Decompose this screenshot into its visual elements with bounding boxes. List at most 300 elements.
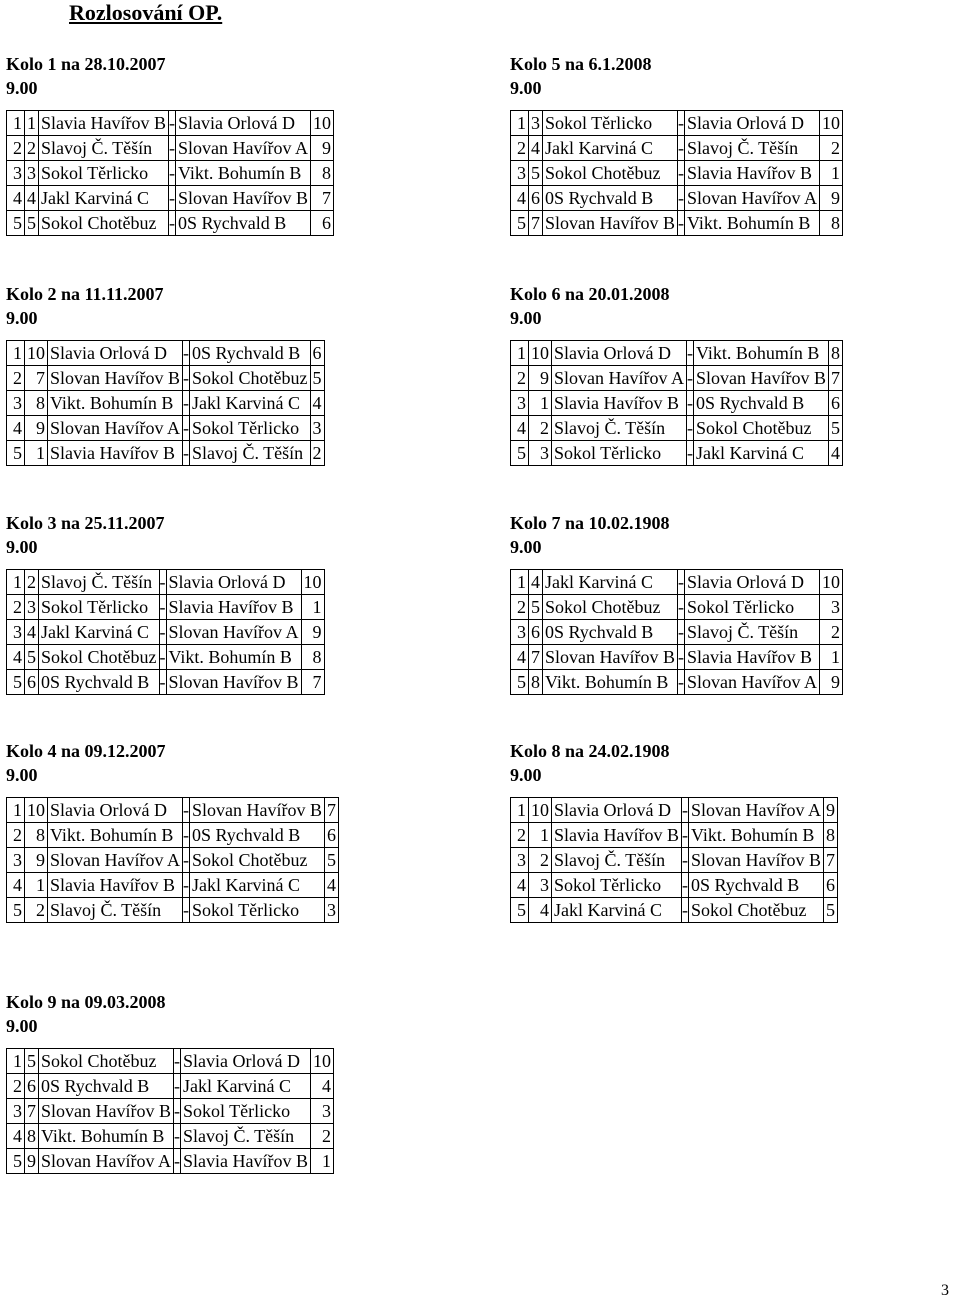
match-number: 2 bbox=[7, 595, 25, 620]
home-team: Sokol Chotěbuz bbox=[543, 595, 678, 620]
match-number: 4 bbox=[511, 186, 529, 211]
table-row bbox=[7, 670, 325, 695]
away-team: Vikt. Bohumín B bbox=[685, 211, 820, 236]
home-team: Slovan Havířov B bbox=[39, 1099, 174, 1124]
away-team: 0S Rychvald B bbox=[175, 211, 310, 236]
match-number: 2 bbox=[7, 1074, 25, 1099]
home-team: Slavia Havířov B bbox=[39, 111, 169, 136]
team-seed: 10 bbox=[25, 798, 48, 823]
away-seed: 7 bbox=[823, 848, 837, 873]
home-team: Jakl Karviná C bbox=[552, 898, 682, 923]
team-seed: 8 bbox=[25, 823, 48, 848]
table-row bbox=[511, 898, 838, 923]
match-number: 4 bbox=[7, 1124, 25, 1149]
team-seed: 2 bbox=[529, 848, 552, 873]
away-team: Slovan Havířov B bbox=[688, 848, 823, 873]
team-seed: 9 bbox=[529, 366, 552, 391]
match-number: 2 bbox=[7, 136, 25, 161]
table-row bbox=[511, 595, 843, 620]
away-team: Slavoj Č. Těšín bbox=[685, 620, 820, 645]
table-row bbox=[7, 1149, 334, 1174]
team-seed: 9 bbox=[25, 848, 48, 873]
separator: - bbox=[678, 620, 685, 645]
separator: - bbox=[681, 798, 688, 823]
away-team: Slovan Havířov B bbox=[694, 366, 829, 391]
table-row bbox=[7, 111, 334, 136]
separator: - bbox=[183, 366, 190, 391]
home-team: Slavoj Č. Těšín bbox=[39, 136, 169, 161]
table-row bbox=[7, 136, 334, 161]
table-row bbox=[7, 1099, 334, 1124]
separator: - bbox=[168, 161, 175, 186]
away-seed: 5 bbox=[325, 848, 339, 873]
away-seed: 1 bbox=[820, 645, 843, 670]
match-number: 5 bbox=[511, 898, 529, 923]
home-team: Slavoj Č. Těšín bbox=[48, 898, 183, 923]
table-row bbox=[511, 136, 843, 161]
away-seed: 9 bbox=[301, 620, 324, 645]
away-seed: 9 bbox=[823, 798, 837, 823]
away-seed: 7 bbox=[829, 366, 843, 391]
match-number: 3 bbox=[7, 1099, 25, 1124]
team-seed: 7 bbox=[25, 366, 48, 391]
table-row bbox=[7, 416, 325, 441]
home-team: Sokol Těrlicko bbox=[552, 441, 687, 466]
table-row bbox=[511, 111, 843, 136]
separator: - bbox=[183, 798, 190, 823]
home-team: Slovan Havířov B bbox=[48, 366, 183, 391]
separator: - bbox=[687, 366, 694, 391]
away-seed: 10 bbox=[310, 1049, 333, 1074]
away-seed: 4 bbox=[310, 391, 324, 416]
separator: - bbox=[159, 570, 166, 595]
round-time: 9.00 bbox=[6, 537, 38, 557]
table-row bbox=[7, 823, 339, 848]
match-number: 3 bbox=[511, 848, 529, 873]
away-seed: 7 bbox=[301, 670, 324, 695]
table-row bbox=[7, 873, 339, 898]
home-team: Slavia Orlová D bbox=[48, 341, 183, 366]
away-seed: 9 bbox=[820, 670, 843, 695]
round-title: Kolo 4 na 09.12.2007 bbox=[6, 741, 166, 761]
table-row bbox=[511, 645, 843, 670]
separator: - bbox=[159, 620, 166, 645]
table-row bbox=[7, 848, 339, 873]
separator: - bbox=[183, 341, 190, 366]
page-title: Rozlosování OP. bbox=[69, 0, 223, 25]
team-seed: 2 bbox=[529, 416, 552, 441]
away-team: Vikt. Bohumín B bbox=[694, 341, 829, 366]
match-number: 2 bbox=[511, 136, 529, 161]
table-row bbox=[7, 441, 325, 466]
separator: - bbox=[687, 391, 694, 416]
home-team: Jakl Karviná C bbox=[39, 186, 169, 211]
table-row bbox=[511, 620, 843, 645]
team-seed: 2 bbox=[25, 898, 48, 923]
round-title: Kolo 9 na 09.03.2008 bbox=[6, 992, 166, 1012]
match-number: 3 bbox=[511, 391, 529, 416]
team-seed: 1 bbox=[529, 823, 552, 848]
table-row bbox=[7, 645, 325, 670]
separator: - bbox=[183, 848, 190, 873]
table-row bbox=[7, 570, 325, 595]
table-row bbox=[7, 186, 334, 211]
match-number: 2 bbox=[7, 823, 25, 848]
match-number: 2 bbox=[7, 366, 25, 391]
table-row bbox=[511, 161, 843, 186]
match-table bbox=[6, 569, 325, 695]
table-row bbox=[7, 898, 339, 923]
away-team: Jakl Karviná C bbox=[181, 1074, 311, 1099]
away-team: Slovan Havířov A bbox=[166, 620, 301, 645]
team-seed: 7 bbox=[25, 1099, 39, 1124]
table-row bbox=[511, 848, 838, 873]
home-team: Slavia Orlová D bbox=[552, 341, 687, 366]
separator: - bbox=[168, 186, 175, 211]
away-team: Jakl Karviná C bbox=[190, 873, 325, 898]
separator: - bbox=[168, 136, 175, 161]
team-seed: 8 bbox=[25, 1124, 39, 1149]
away-team: Slovan Havířov A bbox=[688, 798, 823, 823]
team-seed: 4 bbox=[529, 898, 552, 923]
away-seed: 10 bbox=[820, 570, 843, 595]
match-number: 2 bbox=[511, 823, 529, 848]
away-team: 0S Rychvald B bbox=[694, 391, 829, 416]
team-seed: 5 bbox=[25, 211, 39, 236]
away-seed: 6 bbox=[310, 211, 333, 236]
match-number: 5 bbox=[7, 1149, 25, 1174]
away-team: Slovan Havířov B bbox=[190, 798, 325, 823]
home-team: Sokol Chotěbuz bbox=[39, 211, 169, 236]
home-team: Slavia Havířov B bbox=[48, 873, 183, 898]
separator: - bbox=[678, 670, 685, 695]
table-row bbox=[7, 391, 325, 416]
separator: - bbox=[678, 136, 685, 161]
away-seed: 8 bbox=[310, 161, 333, 186]
separator: - bbox=[678, 186, 685, 211]
away-team: Sokol Těrlicko bbox=[190, 898, 325, 923]
away-seed: 7 bbox=[310, 186, 333, 211]
match-number: 4 bbox=[7, 645, 25, 670]
away-team: Vikt. Bohumín B bbox=[166, 645, 301, 670]
away-seed: 6 bbox=[823, 873, 837, 898]
away-team: Sokol Těrlicko bbox=[181, 1099, 311, 1124]
match-number: 4 bbox=[7, 416, 25, 441]
separator: - bbox=[183, 441, 190, 466]
match-number: 5 bbox=[511, 211, 529, 236]
away-team: Sokol Chotěbuz bbox=[190, 366, 311, 391]
team-seed: 4 bbox=[529, 136, 543, 161]
match-number: 5 bbox=[7, 898, 25, 923]
away-team: Slavia Havířov B bbox=[181, 1149, 311, 1174]
table-row bbox=[511, 873, 838, 898]
team-seed: 1 bbox=[25, 111, 39, 136]
away-seed: 9 bbox=[310, 136, 333, 161]
away-team: Slavia Orlová D bbox=[175, 111, 310, 136]
team-seed: 4 bbox=[529, 570, 543, 595]
away-seed: 8 bbox=[829, 341, 843, 366]
round-time: 9.00 bbox=[510, 308, 542, 328]
round-title: Kolo 8 na 24.02.1908 bbox=[510, 741, 670, 761]
home-team: Slavia Orlová D bbox=[48, 798, 183, 823]
separator: - bbox=[678, 111, 685, 136]
round-time: 9.00 bbox=[510, 537, 542, 557]
team-seed: 2 bbox=[25, 570, 39, 595]
round-title: Kolo 6 na 20.01.2008 bbox=[510, 284, 670, 304]
team-seed: 10 bbox=[529, 798, 552, 823]
match-number: 1 bbox=[511, 570, 529, 595]
home-team: 0S Rychvald B bbox=[543, 620, 678, 645]
table-row bbox=[7, 1074, 334, 1099]
table-row bbox=[7, 366, 325, 391]
match-table bbox=[510, 110, 843, 236]
match-table bbox=[510, 569, 843, 695]
home-team: Jakl Karviná C bbox=[543, 136, 678, 161]
away-seed: 10 bbox=[301, 570, 324, 595]
away-seed: 10 bbox=[310, 111, 333, 136]
table-row bbox=[511, 211, 843, 236]
match-number: 1 bbox=[7, 798, 25, 823]
round-title: Kolo 7 na 10.02.1908 bbox=[510, 513, 670, 533]
separator: - bbox=[678, 570, 685, 595]
round-time: 9.00 bbox=[6, 308, 38, 328]
home-team: Slavia Havířov B bbox=[552, 823, 682, 848]
separator: - bbox=[168, 211, 175, 236]
match-table bbox=[510, 797, 838, 923]
home-team: Jakl Karviná C bbox=[543, 570, 678, 595]
separator: - bbox=[687, 441, 694, 466]
match-number: 1 bbox=[511, 798, 529, 823]
match-number: 3 bbox=[7, 848, 25, 873]
team-seed: 2 bbox=[25, 136, 39, 161]
away-seed: 3 bbox=[310, 416, 324, 441]
home-team: Vikt. Bohumín B bbox=[48, 823, 183, 848]
away-team: Slavia Orlová D bbox=[685, 570, 820, 595]
table-row bbox=[511, 823, 838, 848]
away-seed: 4 bbox=[829, 441, 843, 466]
home-team: 0S Rychvald B bbox=[39, 670, 160, 695]
match-number: 5 bbox=[7, 211, 25, 236]
home-team: Slovan Havířov B bbox=[543, 645, 678, 670]
away-team: 0S Rychvald B bbox=[190, 823, 325, 848]
match-number: 1 bbox=[7, 570, 25, 595]
round-time: 9.00 bbox=[6, 1016, 38, 1036]
home-team: Slavoj Č. Těšín bbox=[552, 416, 687, 441]
home-team: Slovan Havířov A bbox=[39, 1149, 174, 1174]
table-row bbox=[511, 366, 843, 391]
team-seed: 4 bbox=[25, 620, 39, 645]
separator: - bbox=[183, 823, 190, 848]
table-row bbox=[7, 595, 325, 620]
team-seed: 7 bbox=[529, 645, 543, 670]
team-seed: 3 bbox=[529, 873, 552, 898]
separator: - bbox=[159, 595, 166, 620]
away-seed: 7 bbox=[325, 798, 339, 823]
separator: - bbox=[681, 873, 688, 898]
separator: - bbox=[174, 1124, 181, 1149]
home-team: Slavia Orlová D bbox=[552, 798, 682, 823]
away-seed: 1 bbox=[310, 1149, 333, 1174]
table-row bbox=[7, 620, 325, 645]
separator: - bbox=[174, 1074, 181, 1099]
team-seed: 6 bbox=[25, 670, 39, 695]
home-team: 0S Rychvald B bbox=[543, 186, 678, 211]
table-row bbox=[511, 341, 843, 366]
match-number: 1 bbox=[7, 111, 25, 136]
separator: - bbox=[174, 1099, 181, 1124]
match-number: 2 bbox=[511, 595, 529, 620]
away-team: Slavoj Č. Těšín bbox=[685, 136, 820, 161]
match-number: 5 bbox=[511, 441, 529, 466]
away-team: Slavia Havířov B bbox=[685, 161, 820, 186]
home-team: Vikt. Bohumín B bbox=[39, 1124, 174, 1149]
match-number: 4 bbox=[511, 416, 529, 441]
home-team: Vikt. Bohumín B bbox=[543, 670, 678, 695]
home-team: Sokol Chotěbuz bbox=[543, 161, 678, 186]
away-seed: 8 bbox=[301, 645, 324, 670]
away-seed: 5 bbox=[823, 898, 837, 923]
home-team: Vikt. Bohumín B bbox=[48, 391, 183, 416]
team-seed: 3 bbox=[25, 161, 39, 186]
away-team: Slavia Orlová D bbox=[181, 1049, 311, 1074]
home-team: Slovan Havířov A bbox=[48, 848, 183, 873]
separator: - bbox=[183, 898, 190, 923]
table-row bbox=[7, 341, 325, 366]
away-team: Slovan Havířov B bbox=[166, 670, 301, 695]
home-team: Slavia Havířov B bbox=[552, 391, 687, 416]
match-number: 5 bbox=[7, 670, 25, 695]
away-seed: 5 bbox=[310, 366, 324, 391]
separator: - bbox=[678, 211, 685, 236]
team-seed: 1 bbox=[25, 873, 48, 898]
team-seed: 6 bbox=[529, 620, 543, 645]
home-team: Slavia Havířov B bbox=[48, 441, 183, 466]
team-seed: 6 bbox=[529, 186, 543, 211]
separator: - bbox=[678, 645, 685, 670]
table-row bbox=[7, 798, 339, 823]
away-team: Slavia Havířov B bbox=[685, 645, 820, 670]
away-seed: 6 bbox=[325, 823, 339, 848]
match-number: 3 bbox=[7, 620, 25, 645]
round-time: 9.00 bbox=[510, 78, 542, 98]
home-team: Sokol Těrlicko bbox=[543, 111, 678, 136]
away-team: Slovan Havířov B bbox=[175, 186, 310, 211]
home-team: Sokol Chotěbuz bbox=[39, 645, 160, 670]
home-team: Slovan Havířov A bbox=[552, 366, 687, 391]
away-team: Slavoj Č. Těšín bbox=[181, 1124, 311, 1149]
match-number: 3 bbox=[511, 161, 529, 186]
away-seed: 1 bbox=[301, 595, 324, 620]
separator: - bbox=[168, 111, 175, 136]
away-seed: 3 bbox=[325, 898, 339, 923]
round-title: Kolo 2 na 11.11.2007 bbox=[6, 284, 164, 304]
away-seed: 6 bbox=[310, 341, 324, 366]
away-seed: 2 bbox=[820, 620, 843, 645]
match-table bbox=[6, 797, 339, 923]
round-time: 9.00 bbox=[6, 765, 38, 785]
team-seed: 5 bbox=[25, 645, 39, 670]
match-number: 1 bbox=[7, 341, 25, 366]
team-seed: 9 bbox=[25, 416, 48, 441]
separator: - bbox=[678, 161, 685, 186]
separator: - bbox=[681, 823, 688, 848]
separator: - bbox=[687, 416, 694, 441]
separator: - bbox=[159, 645, 166, 670]
team-seed: 1 bbox=[25, 441, 48, 466]
table-row bbox=[511, 391, 843, 416]
team-seed: 10 bbox=[529, 341, 552, 366]
separator: - bbox=[681, 848, 688, 873]
separator: - bbox=[183, 416, 190, 441]
round-time: 9.00 bbox=[6, 78, 38, 98]
page-number: 3 bbox=[941, 1282, 949, 1299]
table-row bbox=[7, 211, 334, 236]
round-time: 9.00 bbox=[510, 765, 542, 785]
team-seed: 6 bbox=[25, 1074, 39, 1099]
away-seed: 10 bbox=[820, 111, 843, 136]
separator: - bbox=[183, 873, 190, 898]
away-team: Slovan Havířov A bbox=[685, 670, 820, 695]
team-seed: 8 bbox=[529, 670, 543, 695]
match-number: 5 bbox=[511, 670, 529, 695]
separator: - bbox=[183, 391, 190, 416]
match-number: 4 bbox=[511, 873, 529, 898]
team-seed: 10 bbox=[25, 341, 48, 366]
match-number: 3 bbox=[7, 391, 25, 416]
team-seed: 9 bbox=[25, 1149, 39, 1174]
home-team: Sokol Těrlicko bbox=[39, 595, 160, 620]
away-team: Slovan Havířov A bbox=[175, 136, 310, 161]
table-row bbox=[7, 161, 334, 186]
table-row bbox=[511, 441, 843, 466]
separator: - bbox=[678, 595, 685, 620]
home-team: Slovan Havířov B bbox=[543, 211, 678, 236]
separator: - bbox=[174, 1149, 181, 1174]
away-team: Slavia Orlová D bbox=[685, 111, 820, 136]
team-seed: 5 bbox=[529, 161, 543, 186]
away-team: Jakl Karviná C bbox=[694, 441, 829, 466]
home-team: Slovan Havířov A bbox=[48, 416, 183, 441]
separator: - bbox=[687, 341, 694, 366]
round-title: Kolo 1 na 28.10.2007 bbox=[6, 54, 166, 74]
match-number: 1 bbox=[511, 111, 529, 136]
table-row bbox=[7, 1049, 334, 1074]
home-team: Slavoj Č. Těšín bbox=[39, 570, 160, 595]
match-number: 1 bbox=[511, 341, 529, 366]
table-row bbox=[511, 570, 843, 595]
away-seed: 8 bbox=[823, 823, 837, 848]
separator: - bbox=[174, 1049, 181, 1074]
table-row bbox=[511, 416, 843, 441]
team-seed: 7 bbox=[529, 211, 543, 236]
match-number: 3 bbox=[511, 620, 529, 645]
match-number: 1 bbox=[7, 1049, 25, 1074]
table-row bbox=[511, 670, 843, 695]
home-team: 0S Rychvald B bbox=[39, 1074, 174, 1099]
match-number: 2 bbox=[511, 366, 529, 391]
home-team: Sokol Chotěbuz bbox=[39, 1049, 174, 1074]
away-seed: 6 bbox=[829, 391, 843, 416]
away-seed: 3 bbox=[310, 1099, 333, 1124]
away-team: Sokol Chotěbuz bbox=[694, 416, 829, 441]
away-team: Sokol Chotěbuz bbox=[688, 898, 823, 923]
match-number: 4 bbox=[511, 645, 529, 670]
away-team: 0S Rychvald B bbox=[688, 873, 823, 898]
away-team: Slavoj Č. Těšín bbox=[190, 441, 311, 466]
away-seed: 2 bbox=[820, 136, 843, 161]
team-seed: 3 bbox=[25, 595, 39, 620]
away-seed: 8 bbox=[820, 211, 843, 236]
